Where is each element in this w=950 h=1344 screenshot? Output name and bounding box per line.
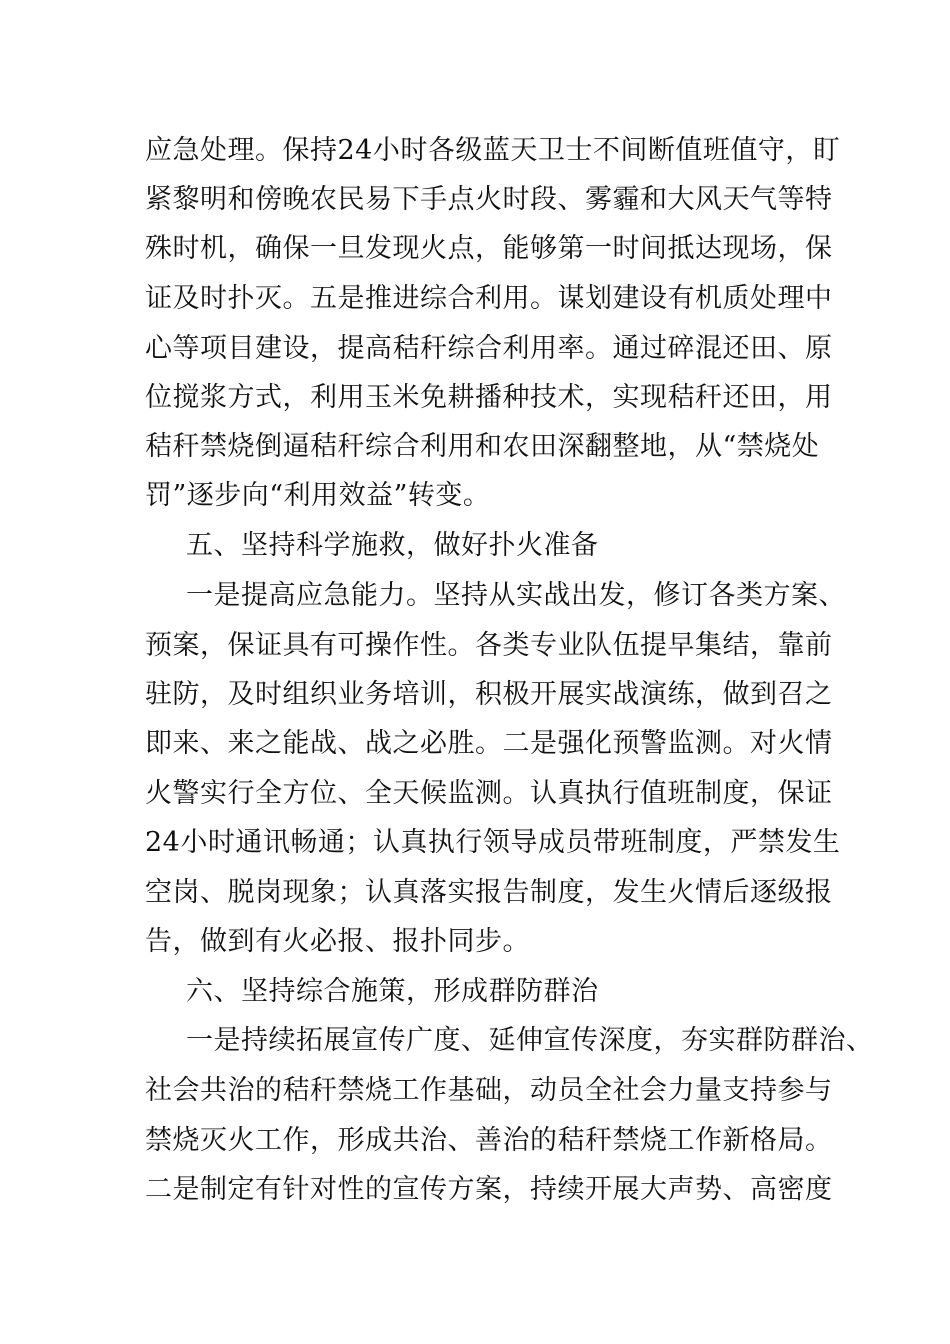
text-line: 心等项目建设，提高秸秆综合利用率。通过碎混还田、原 xyxy=(145,333,833,364)
text-line: 应急处理。保持24小时各级蓝天卫士不间断值班值守，盯 xyxy=(145,135,841,166)
text-line: 殊时机，确保一旦发现火点，能够第一时间抵达现场，保 xyxy=(145,233,833,264)
text-line: 即来、来之能战、战之必胜。二是强化预警监测。对火情 xyxy=(145,728,833,759)
text-line: 告，做到有火必报、报扑同步。 xyxy=(145,926,530,957)
text-line: 位搅浆方式，利用玉米免耕播种技术，实现秸秆还田，用 xyxy=(145,382,833,413)
text-line: 秸秆禁烧倒逼秸秆综合利用和农田深翻整地，从“禁烧处 xyxy=(145,431,820,462)
text-line: 一是提高应急能力。坚持从实战出发，修订各类方案、 xyxy=(186,580,846,611)
text-line: 社会共治的秸秆禁烧工作基础，动员全社会力量支持参与 xyxy=(145,1075,833,1106)
text-line: 预案，保证具有可操作性。各类专业队伍提早集结，靠前 xyxy=(145,630,833,661)
text-line: 罚”逐步向“利用效益”转变。 xyxy=(145,480,491,511)
text-line: 一是持续拓展宣传广度、延伸宣传深度，夯实群防群治、 xyxy=(186,1025,874,1056)
text-line: 紧黎明和傍晚农民易下手点火时段、雾霾和大风天气等特 xyxy=(145,184,833,215)
section-heading: 五、坚持科学施救，做好扑火准备 xyxy=(186,530,599,561)
text-line: 证及时扑灭。五是推进综合利用。谋划建设有机质处理中 xyxy=(145,283,833,314)
text-line: 禁烧灭火工作，形成共治、善治的秸秆禁烧工作新格局。 xyxy=(145,1125,833,1156)
section-heading: 六、坚持综合施策，形成群防群治 xyxy=(186,976,599,1007)
text-line: 驻防，及时组织业务培训，积极开展实战演练，做到召之 xyxy=(145,679,833,710)
text-line: 火警实行全方位、全天候监测。认真执行值班制度，保证 xyxy=(145,778,833,809)
text-line: 二是制定有针对性的宣传方案，持续开展大声势、高密度 xyxy=(145,1174,833,1205)
text-line: 24小时通讯畅通；认真执行领导成员带班制度，严禁发生 xyxy=(145,827,841,858)
text-line: 空岗、脱岗现象；认真落实报告制度，发生火情后逐级报 xyxy=(145,877,833,908)
